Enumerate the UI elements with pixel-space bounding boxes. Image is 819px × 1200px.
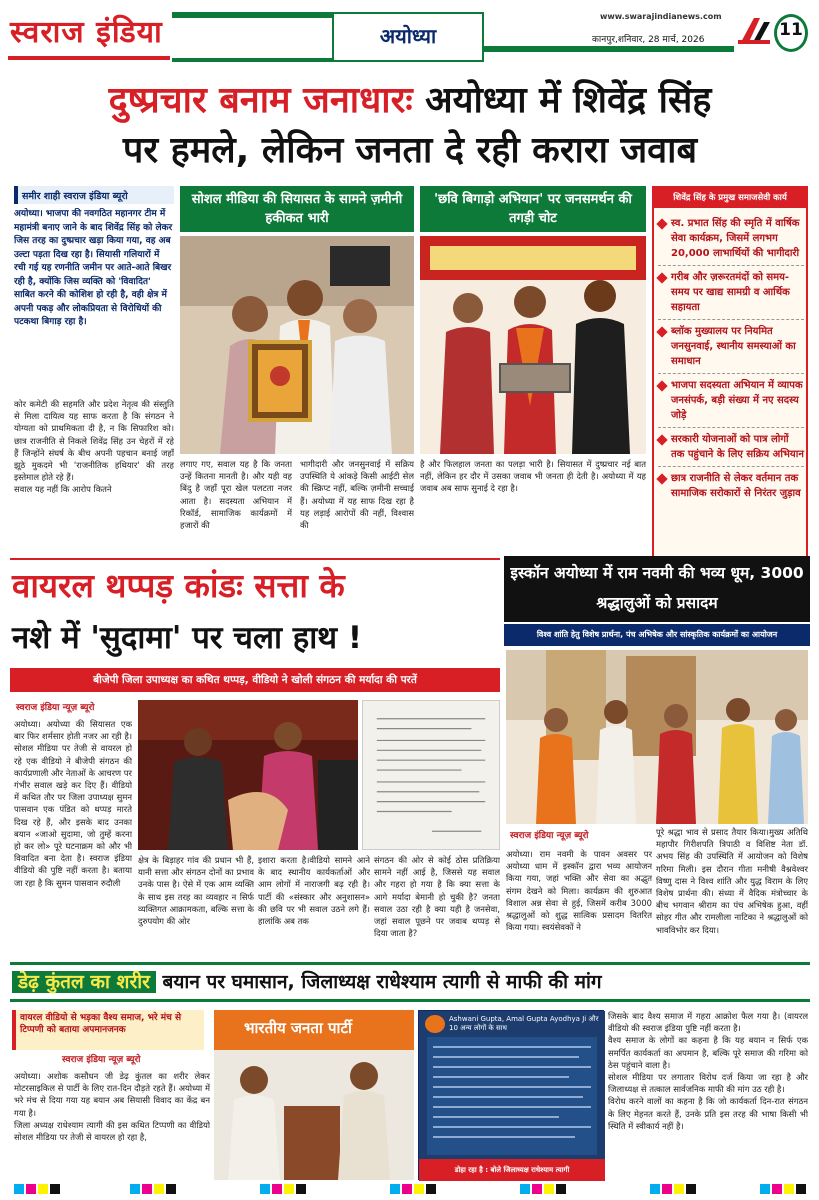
sidebar-item — [658, 374, 804, 428]
sidebar-item-text: स्व. प्रभात सिंह की स्मृति में वार्षिक सेवा कार्यक्रम, जिसमें लगभग 20,000 लाभार्थियों की भागीदारी — [671, 218, 800, 259]
iskcon-photo — [506, 650, 808, 824]
bottom-headline-text: बयान पर घमासान, जिलाध्यक्ष राधेश्याम त्यागी से माफी की मांग — [155, 971, 602, 993]
lead-col4: है और फिलहाल जनता का पलड़ा भारी है। सियासत में दुष्प्रचार नई बात नहीं, लेकिन हर दौर में उसका जवाब भी जनता ही देती है। अयोध्या में यह जवाब अब साफ सुनाई दे रहा है। — [420, 459, 646, 494]
sidebar-item-text: भाजपा सदस्यता अभियान में व्यापक जनसंपर्क, बड़ी संख्या में नए सदस्य जोड़े — [671, 380, 803, 421]
bullet-icon — [656, 473, 667, 484]
post-avatar — [425, 1015, 445, 1033]
photo1-felicitation — [180, 236, 414, 454]
lead-byline: समीर शाही स्वराज इंडिया ब्यूरो — [22, 191, 128, 202]
section-label: अयोध्या — [379, 24, 437, 48]
slap-document-scan — [362, 700, 500, 850]
sidebar-list — [658, 212, 804, 505]
lead-headline-black: अयोध्या में शिवेंद्र सिंह — [412, 80, 712, 121]
masthead-green-stripe — [172, 12, 332, 62]
post-footer: डोहा रहा है : बोले जिलाध्यक्ष राधेश्याम त्यागी — [419, 1159, 605, 1181]
slap-col2: क्षेत्र के बिड़ाहर गांव की प्रधान भी हैं, यानी सत्ता और संगठन दोनों का प्रभाव उनके पास है। ऐसे में एक आम व्यक्ति के साथ इस तरह का व्यवहार न सिर्फ व्यक्तिगत आक्रामकता, बल्कि सत्ता के दुरुपयोग की ओर — [138, 855, 254, 927]
dateline: कानपुर,शनिवार, 28 मार्च, 2026 — [592, 35, 705, 45]
bullet-icon — [656, 272, 667, 283]
website[interactable]: www.swarajindianews.com — [600, 12, 722, 21]
slap-subhead: बीजेपी जिला उपाध्यक्ष का कथित थप्पड़, वीडियो ने खोली संगठन की मर्यादा की परतें — [10, 668, 500, 692]
bottom-col2: जिसके बाद वैश्य समाज में गहरा आक्रोश फैल गया है। (वायरल वीडियो की स्वराज इंडिया पुष्टि नहीं करता है। वैश्य समाज के लोगों का कहना है कि यह बयान न सिर्फ एक समर्पित कार्यकर्ता का अपमान है, बल्कि पूरे समाज की गरिमा को ठेस पहुंचाने वाला है। सोशल मीडिया पर लगातार विरोध दर्ज किया जा रहा है और जिलाध्यक्ष से तत्काल सार्वजनिक माफी की मांग उठ रही है। विरोध करने वालों का कहना है कि जो कार्यकर्ता दिन-रात संगठन के लिए मेहनत करते हैं, उनके प्रति इस तरह की भाषा किसी भी स्थिति में स्वीकार्य नहीं है। — [608, 1011, 808, 1131]
slap-col1: अयोध्या। अयोध्या की सियासत एक बार फिर शर्मसार होती नजर आ रही है। सोशल मीडिया पर तेजी से वायरल हो रहे एक वीडियो ने बीजेपी संगठन की कार्यप्रणाली और नेताओं के आचरण पर गंभीर सवाल खड़े कर दिए हैं। वीडियो में कथित तौर पर जिला उपाध्यक्ष सुमन पासवान एक पंडित को थप्पड़ मारते दिख रहे हैं, और इसके बाद उनका बयान «जाओ सुदामा, जो तुम्हें करना हो कर लो» पूरे घटनाक्रम को और भी विवादित बना देता है। स्वराज इंडिया वीडियो की पुष्टि नहीं करता है। बताया जा रहा है कि सुमन पासवान रुदौली — [14, 719, 132, 888]
slap-video-still — [138, 700, 358, 850]
sidebar-item-text: छात्र राजनीति से लेकर वर्तमान तक सामाजिक सरोकारों से निरंतर जुड़ाव — [671, 473, 801, 499]
slap-headline-line2: नशे में 'सुदामा' पर चला हाथ ! — [12, 620, 363, 656]
sidebar-item-text: ब्लॉक मुख्यालय पर नियमित जनसुनवाई, स्थानीय समस्याओं का समाधान — [671, 326, 796, 367]
photo2-award — [420, 236, 646, 454]
slap-byline: स्वराज इंडिया न्यूज़ ब्यूरो — [16, 703, 95, 713]
bottom-headline-highlight: डेढ़ कुंतल का शरीर — [12, 971, 156, 993]
iskcon-subhead: विश्व शांति हेतु विशेष प्रार्थना, पंच अभिषेक और सांस्कृतिक कार्यक्रमों का आयोजन — [504, 624, 810, 646]
sidebar-item — [658, 428, 804, 467]
color-registration-strip — [0, 1184, 819, 1196]
sidebar-item — [658, 320, 804, 374]
page-number: 11 — [779, 20, 803, 40]
slap-headline-line1: वायरल थप्पड़ कांडः सत्ता के — [12, 566, 345, 605]
paper-name: स्वराज इंडिया — [10, 15, 163, 50]
slap-col3: इशारा करता है।वीडियो सामने आने के बाद स्थानीय कार्यकर्ताओं और आम लोगों में नाराजगी बढ़ रही है। पार्टी की «संस्कार और अनुशासन» की छवि पर भी सवाल उठने लगे हैं। हालांकि अब तक — [258, 855, 370, 927]
sidebar-item-text: गरीब और ज़रूरतमंदों को समय-समय पर खाद्य सामग्री व आर्थिक सहायता — [671, 272, 790, 313]
slap-col4: संगठन की ओर से कोई ठोस प्रतिक्रिया सामने नहीं आई है, जिससे यह सवाल और गहरा हो गया है कि क्या सत्ता के आगे मर्यादा बेमानी हो चुकी है? जनता सवाल उठा रही है क्या यही है जनसेवा, जहां सवाल पूछने पर जवाब थप्पड़ से दिया जाता है? — [374, 855, 500, 939]
poster-banner-text: भारतीय जनता पार्टी — [244, 1019, 352, 1037]
sidebar-item — [658, 467, 804, 505]
bullet-icon — [656, 434, 667, 445]
lead-headline-line2: पर हमले, लेकिन जनता दे रही करारा जवाब — [122, 130, 698, 171]
sidebar-item — [658, 266, 804, 320]
lead-col3: भागीदारी और जनसुनवाई में सक्रिय उपस्थिति ये आंकड़े किसी आईटी सेल की स्क्रिप्ट नहीं, बल्कि ज़मीनी सच्चाई हैं। अयोध्या में यह साफ दिख रहा है यह लड़ाई आरोपों की नहीं, विश्वास की — [300, 459, 414, 531]
masthead-green-stripe-right — [484, 46, 734, 62]
lead-headline-red: दुष्प्रचार बनाम जनाधारः — [108, 80, 413, 121]
post-header: Ashwani Gupta, Amal Gupta Ayodhya Ji और 10 अन्य लोगों के साथ — [449, 1015, 599, 1032]
bottom-byline: स्वराज इंडिया न्यूज़ ब्यूरो — [62, 1055, 141, 1065]
lead-headline — [10, 76, 810, 176]
sidebar-item — [658, 212, 804, 266]
bullet-icon — [656, 218, 667, 229]
lead-intro: अयोध्या। भाजपा की नवगठित महानगर टीम में महामंत्री बनाए जाने के बाद शिवेंद्र सिंह को लेकर जिस तरह का दुष्प्रचार खड़ा किया गया, वह अब उल्टा पड़ता दिख रहा है। सियासी गलियारों में रची गई यह रणनीति जमीन पर आते-आते बिखर रही है, क्योंकि जिस व्यक्ति को 'विवादित' साबित करने की कोशिश हो रही है, वही क्षेत्र में अपनी पकड़ और लोकप्रियता से विरोधियों की पटकथा बिगाड़ रहा है। — [14, 209, 173, 327]
iskcon-col1: अयोध्या। राम नवमी के पावन अवसर पर अयोध्या धाम में इस्कॉन द्वारा भव्य आयोजन किया गया, जहां भक्ति और सेवा का अद्भुत संगम देखने को मिला। कार्यक्रम की शुरुआत विशाल अन्न सेवा से हुई, जिसमें करीब 3000 श्रद्धालुओं को शुद्ध सात्विक प्रसादम वितरित किया गया। स्वयंसेवकों ने — [506, 849, 652, 933]
photo1-caption: सोशल मीडिया की सियासत के सामने ज़मीनी हकीकत भारी — [180, 186, 414, 232]
logo-emblem — [736, 14, 772, 50]
iskcon-headline: इस्कॉन अयोध्या में राम नवमी की भव्य धूम, 3000 श्रद्धालुओं को प्रसादम — [510, 564, 804, 612]
iskcon-col2: पूरे श्रद्धा भाव से प्रसाद तैयार किया।मुख्य अतिथि महापौर गिरीशपति त्रिपाठी व विशिष्ट नेता डॉ. अभय सिंह की उपस्थिति में आयोजन को विशेष गरिमा मिली। इस दौरान गीता मनीषी वैश्नवेश्वर विष्णु दास ने विश्व शांति और युद्ध विराम के लिए विशेष प्रार्थना की। संध्या में वैदिक मंत्रोच्चार के बीच भगवान श्रीराम का पंच अभिषेक हुआ, वहीं सोहर गीत और रामलीला नाटिका ने श्रद्धालुओं को भावविभोर कर दिया। — [656, 827, 808, 935]
bullet-icon — [656, 326, 667, 337]
social-post — [418, 1010, 604, 1180]
bottom-kicker: वायरल वीडियो से भड़का वैश्य समाज, भरे मंच से टिप्पणी को बताया अपमानजनक — [20, 1013, 182, 1035]
sidebar-title: शिवेंद्र सिंह के प्रमुख समाजसेवी कार्य — [654, 188, 806, 208]
divider — [10, 558, 500, 560]
bullet-icon — [656, 380, 667, 391]
masthead — [0, 0, 819, 70]
iskcon-byline: स्वराज इंडिया न्यूज़ ब्यूरो — [510, 831, 589, 841]
lead-col2: लगाए गए, सवाल यह है कि जनता उन्हें कितना मानती है। और यही वह बिंदु है जहाँ पूरा खेल पलटता नजर आता है। सदस्यता अभियान में रिकॉर्ड, सामाजिक कार्यक्रमों में हजारों की — [180, 459, 292, 531]
photo2-caption: 'छवि बिगाड़ो अभियान' पर जनसमर्थन की तगड़ी चोट — [420, 186, 646, 232]
lead-col1: कोर कमेटी की सहमति और प्रदेश नेतृत्व की संस्तुति से मिला दायित्व यह साफ करता है कि संगठन ने योग्यता को प्राथमिकता दी है, न कि सिफारिश को। छात्र राजनीति से निकले शिवेंद्र सिंह उन चेहरों में रहे हैं जिन्होंने संघर्ष के बीच अपनी पहचान बनाई जहाँ झूठे मुकदमे भी 'राजनीतिक हथियार' की तरह इस्तेमाल होते रहे हैं। सवाल यह नहीं कि आरोप कितने — [14, 399, 174, 495]
sidebar-item-text: सरकारी योजनाओं को पात्र लोगों तक पहुंचाने के लिए सक्रिय अभियान — [671, 434, 804, 460]
bottom-col1: अयोध्या। अशोक कसौधन जी डेढ़ कुंतल का शरीर लेकर मोटरसाइकिल से पार्टी के लिए रात-दिन दौड़ते रहते हैं। अयोध्या में भरे मंच से दिया गया यह बयान अब सियासी विवाद का केंद्र बन गया है। जिला अध्यक्ष राधेश्याम त्यागी की इस कथित टिप्पणी का वीडियो सोशल मीडिया पर तेजी से वायरल हो रहा है, — [14, 1071, 210, 1143]
bottom-headline — [12, 966, 808, 998]
